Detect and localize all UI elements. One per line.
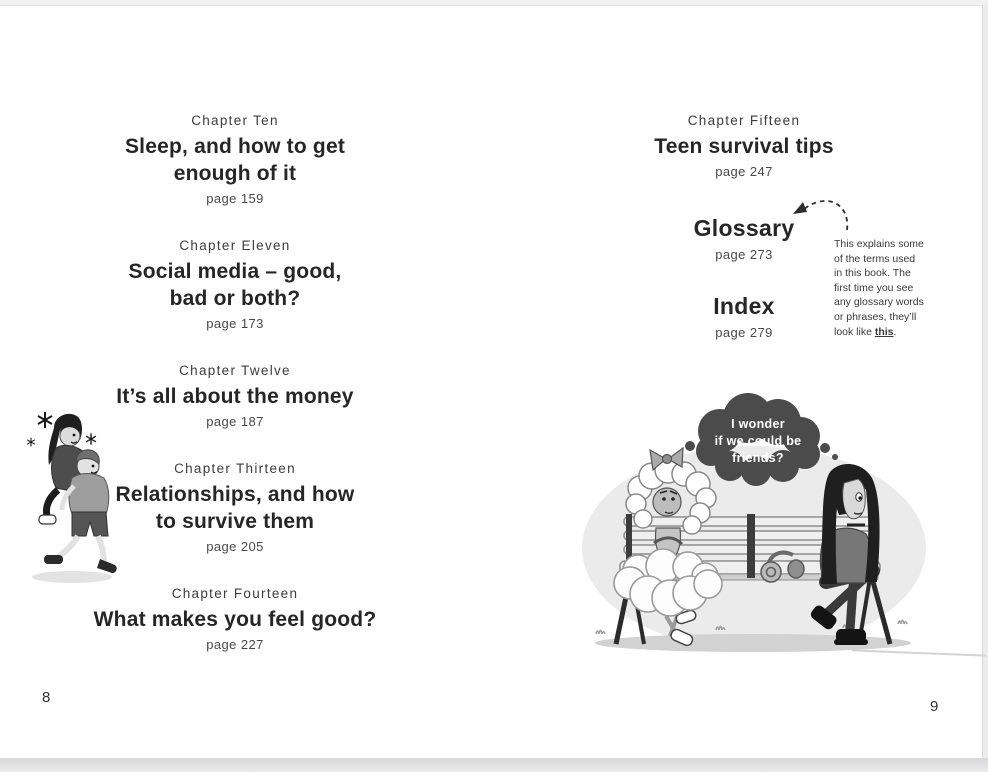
chapter-title (85, 383, 385, 410)
chapter-page-ref: page 227 (206, 637, 264, 652)
screen-edge-bottom (0, 758, 988, 772)
note-last-line (834, 325, 930, 340)
chapter-title (85, 481, 385, 535)
chapter-page-ref: page 205 (206, 539, 264, 554)
screen-edge-right (982, 5, 988, 758)
note-line: of the terms used (834, 252, 916, 265)
chapter-number-label: Chapter Twelve (179, 363, 291, 378)
chapter-title-line2: to survive them (155, 510, 315, 533)
chapter-title-line1: Teen survival tips (654, 135, 834, 158)
bubble-text-line1: I wonder (731, 417, 785, 431)
chapter-title (85, 606, 385, 633)
chapter-number-label: Chapter Ten (191, 113, 279, 128)
toc-entry-chapter-eleven (85, 237, 385, 332)
chapter-title (85, 133, 385, 187)
chapter-title-line1: Sleep, and how to get (124, 135, 346, 158)
glossary-page-ref: page 273 (715, 247, 773, 262)
chapter-title (619, 133, 869, 160)
dashed-arrow-icon (789, 194, 861, 234)
folio-left: 8 (42, 689, 51, 706)
chapter-title-line1: Social media – good, (128, 260, 342, 283)
toc-entry-chapter-twelve (85, 362, 385, 430)
chapter-title-line1: Relationships, and how (115, 483, 355, 506)
note-line: This explains some (834, 238, 924, 250)
toc-entry-chapter-fifteen (619, 112, 869, 180)
glossary-note (834, 237, 930, 339)
index-title: Index (713, 293, 775, 319)
note-line: in this book. The (834, 267, 911, 280)
toc-entry-chapter-thirteen (85, 460, 385, 555)
note-line: any glossary words (834, 296, 924, 309)
note-line: or phrases, they’ll (834, 310, 917, 323)
note-last-suffix: . (893, 325, 897, 338)
toc-entry-chapter-fourteen (85, 585, 385, 653)
note-last-prefix: look like (834, 325, 875, 338)
bubble-text-line3: friends? (732, 451, 784, 465)
toc-entry-chapter-ten (85, 112, 385, 207)
piggyback-illustration (20, 402, 125, 587)
chapter-page-ref: page 173 (206, 316, 264, 331)
chapter-title-line1: What makes you feel good? (93, 608, 377, 631)
bench-scene-illustration (568, 386, 928, 664)
glossary-title: Glossary (693, 215, 795, 241)
index-section (619, 291, 869, 341)
index-page-ref: page 279 (715, 325, 773, 340)
screen-edge-top (0, 0, 988, 6)
bubble-text-line2: if we could be (714, 434, 802, 448)
chapter-number-label: Chapter Eleven (179, 238, 291, 253)
chapter-title (85, 258, 385, 312)
left-page-toc (85, 112, 385, 683)
folio-right: 9 (930, 698, 939, 715)
note-line: first time you see (834, 281, 914, 294)
chapter-title-line1: It’s all about the money (116, 385, 354, 408)
chapter-page-ref: page 247 (715, 164, 773, 179)
chapter-number-label: Chapter Fourteen (171, 586, 299, 601)
chapter-number-label: Chapter Fifteen (687, 113, 801, 128)
chapter-title-line2: bad or both? (169, 287, 301, 310)
chapter-title-line2: enough of it (173, 162, 297, 185)
chapter-page-ref: page 159 (206, 191, 264, 206)
chapter-page-ref: page 187 (206, 414, 264, 429)
chapter-number-label: Chapter Thirteen (174, 461, 296, 476)
note-emphasis-this: this (874, 325, 894, 338)
